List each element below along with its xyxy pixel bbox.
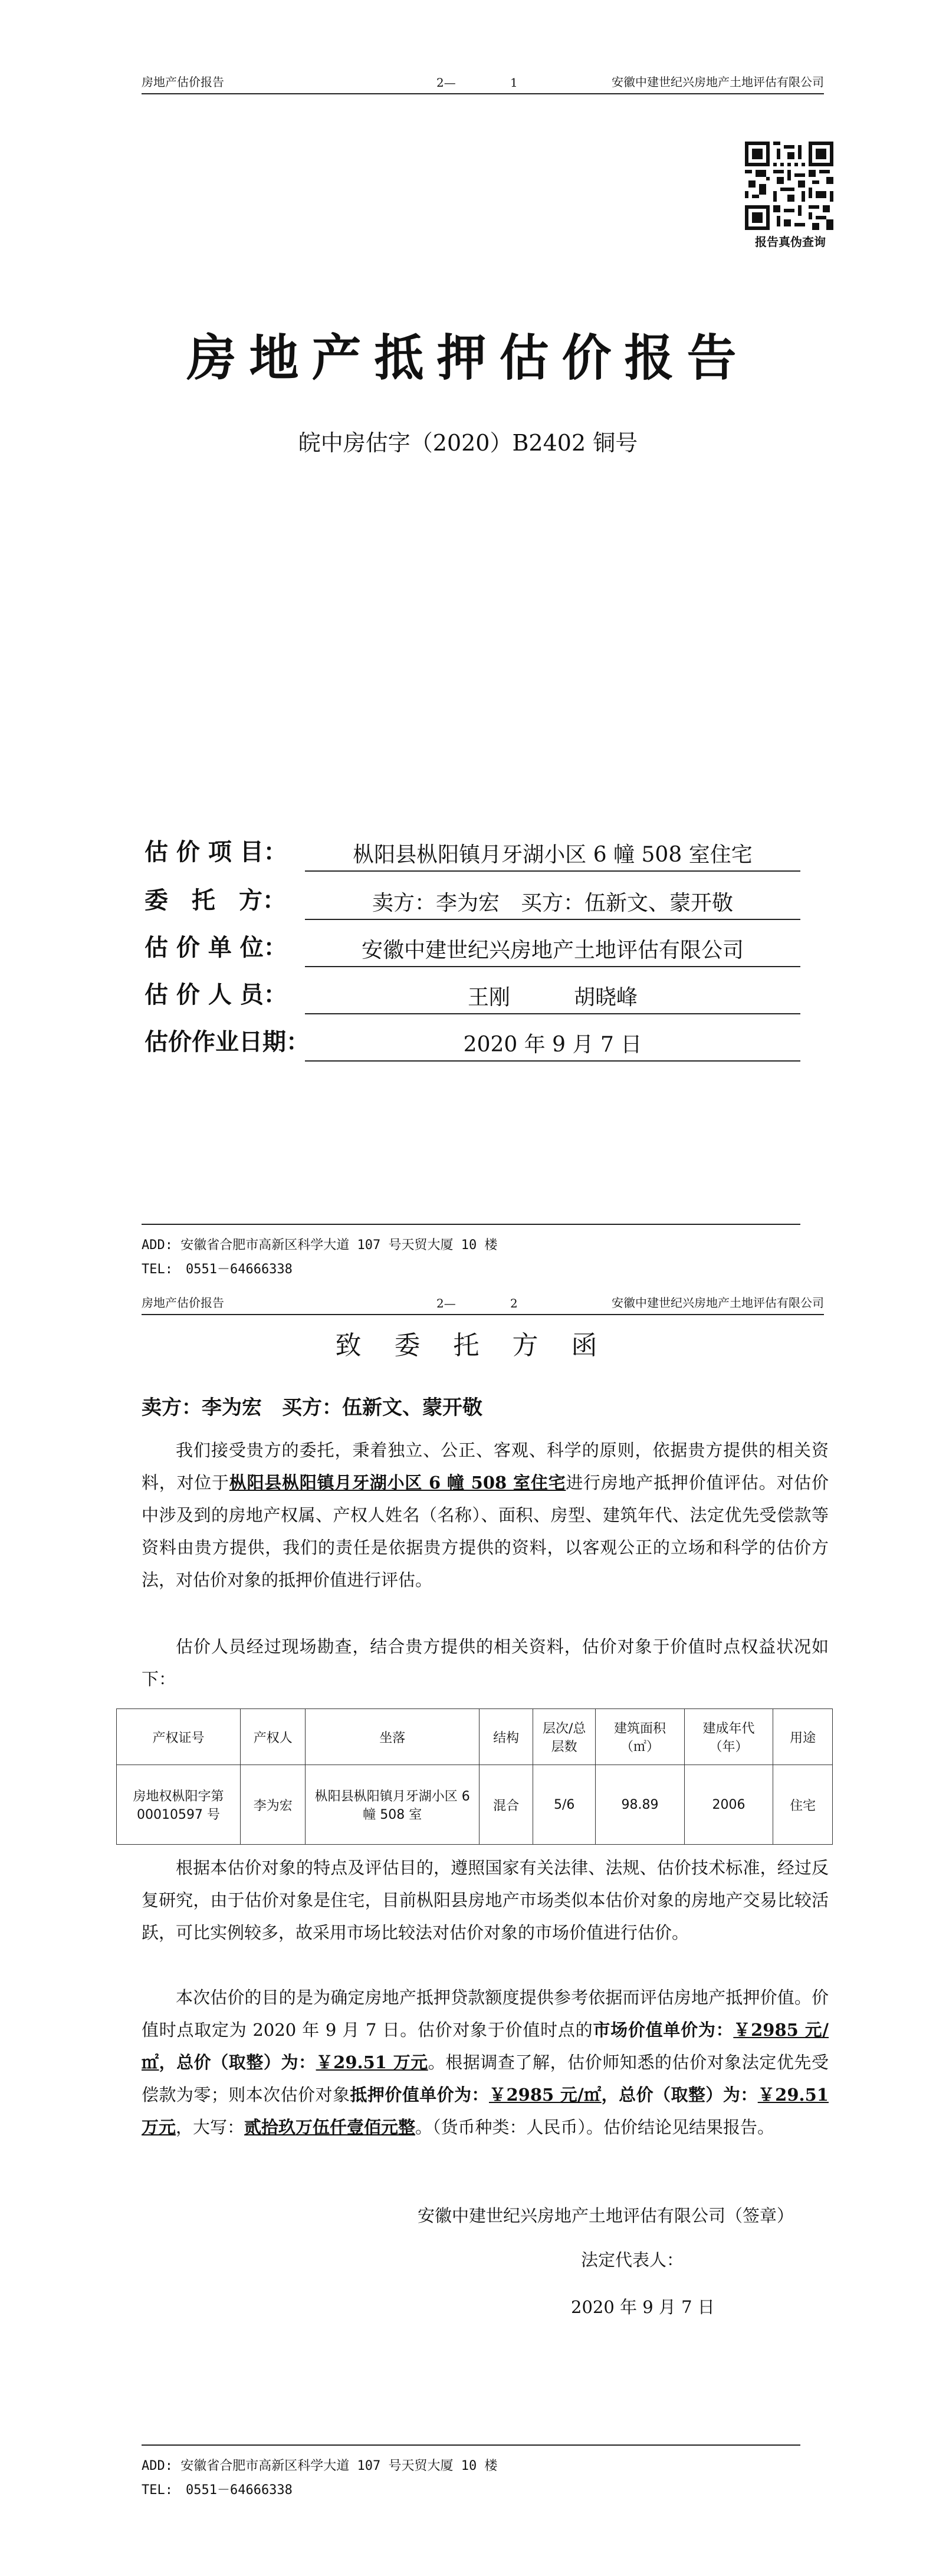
table-header-cell: 建成年代（年） bbox=[684, 1709, 773, 1765]
info-value: 安徽中建世纪兴房地产土地评估有限公司 bbox=[305, 935, 800, 967]
info-value: 枞阳县枞阳镇月牙湖小区 6 幢 508 室住宅 bbox=[305, 840, 800, 872]
letter-addressee: 卖方：李为宏 买方：伍新文、蒙开敬 bbox=[142, 1396, 482, 1420]
amount-in-words: 贰拾玖万伍仟壹佰元整 bbox=[244, 2117, 416, 2137]
footer-rule bbox=[142, 2444, 800, 2446]
text: 我们接受贵方的委托，秉着独立、公正、客观、科学的原则，依据贵方提供的相关资料，对位于 bbox=[142, 1440, 829, 1493]
table-header-cell: 结构 bbox=[480, 1709, 533, 1765]
header-page-num: 1 bbox=[510, 75, 518, 90]
market-total-label: ，总价（取整）为： bbox=[159, 2052, 316, 2072]
header-right: 安徽中建世纪兴房地产土地评估有限公司 bbox=[612, 1296, 824, 1310]
table-header-cell: 层次/总层数 bbox=[533, 1709, 596, 1765]
info-label: 委 托 方： bbox=[144, 887, 286, 914]
table-cell: 住宅 bbox=[773, 1765, 833, 1845]
info-label: 估 价 单 位： bbox=[144, 934, 287, 961]
footer-phone: TEL: 0551－64666338 bbox=[142, 1262, 293, 1277]
mortgage-unit-price-label: 抵押价值单价为： bbox=[350, 2085, 490, 2105]
table-cell: 混合 bbox=[480, 1765, 533, 1845]
info-label: 估价作业日期： bbox=[144, 1029, 310, 1056]
market-unit-price-label: 市场价值单价为： bbox=[593, 2020, 734, 2040]
table-cell: 98.89 bbox=[596, 1765, 685, 1845]
letter-paragraph-1 bbox=[142, 1434, 829, 1596]
text: 本次估价的目的是为确定房地产抵押贷款额度提供参考依据而评估房地产抵押价值。价值时点取定为 2020 年 9 月 7 日。估价对象于价值时点的 bbox=[142, 1987, 829, 2040]
letter-paragraph-3: 根据本估价对象的特点及评估目的，遵照国家有关法律、法规、估价技术标准，经过反复研究，由于估价对象是住宅，目前枞阳县房地产市场类似本估价对象的房地产交易比较活跃，可比实例较多，故采用市场比较法对估价对象的市场价值进行估价。 bbox=[142, 1858, 829, 1943]
footer-address: ADD: 安徽省合肥市高新区科学大道 107 号天贸大厦 10 楼 bbox=[142, 1238, 498, 1253]
table-cell: 枞阳县枞阳镇月牙湖小区 6 幢 508 室 bbox=[306, 1765, 480, 1845]
signature-company: 安徽中建世纪兴房地产土地评估有限公司（签章） bbox=[418, 2206, 794, 2226]
table-cell: 2006 bbox=[684, 1765, 773, 1845]
property-address: 枞阳县枞阳镇月牙湖小区 6 幢 508 室住宅 bbox=[229, 1473, 566, 1493]
table-header-cell: 坐落 bbox=[306, 1709, 480, 1765]
page2-header bbox=[142, 1292, 824, 1315]
info-label: 估 价 项 目： bbox=[144, 839, 287, 866]
table-header-cell: 产权证号 bbox=[117, 1709, 241, 1765]
qr-code-icon bbox=[745, 142, 833, 230]
mortgage-unit-price: ￥2985 元/㎡ bbox=[489, 2085, 602, 2105]
info-value: 王刚 胡晓峰 bbox=[305, 983, 800, 1014]
text: 进行房地产抵押价值评估。对估价中涉及到的房地产权属、产权人姓名（名称）、面积、房型、建筑年代、法定优先受偿款等资料由贵方提供，我们的责任是依据贵方提供的资料，以客观公正的立场和科学的估价方法，对估价对象的抵押价值进行评估。 bbox=[142, 1473, 829, 1590]
footer-rule bbox=[142, 1224, 800, 1225]
header-left: 房地产估价报告 bbox=[142, 1296, 224, 1310]
signature-legal-rep: 法定代表人： bbox=[581, 2250, 684, 2270]
letter-paragraph-2: 估价人员经过现场勘查，结合贵方提供的相关资料，估价对象于价值时点权益状况如下： bbox=[142, 1637, 829, 1689]
info-value: 卖方：李为宏 买方：伍新文、蒙开敬 bbox=[305, 888, 800, 920]
page1-header bbox=[142, 71, 824, 94]
table-header-cell: 用途 bbox=[773, 1709, 833, 1765]
table-row bbox=[117, 1765, 833, 1845]
info-value: 2020 年 9 月 7 日 bbox=[305, 1030, 800, 1062]
header-page-num: 2 bbox=[510, 1296, 518, 1310]
table-cell: 5/6 bbox=[533, 1765, 596, 1845]
report-title: 房地产抵押估价报告 bbox=[186, 328, 750, 387]
report-number: 皖中房估字（2020）B2402 铜号 bbox=[298, 430, 638, 456]
header-center: 2— bbox=[436, 1296, 456, 1310]
letter-title: 致 委 托 方 函 bbox=[335, 1330, 601, 1361]
letter-paragraph-4 bbox=[142, 1982, 829, 2144]
mortgage-total-price: ￥29.51 万元 bbox=[142, 2085, 829, 2137]
info-label: 估 价 人 员： bbox=[144, 981, 287, 1008]
table-header-cell: 产权人 bbox=[241, 1709, 306, 1765]
qr-caption: 报告真伪查询 bbox=[755, 235, 826, 249]
text: ，大写： bbox=[176, 2117, 245, 2137]
text: 。（货币种类：人民币）。估价结论见结果报告。 bbox=[415, 2117, 775, 2137]
header-left: 房地产估价报告 bbox=[142, 75, 224, 89]
property-rights-table bbox=[116, 1708, 833, 1845]
footer-phone: TEL: 0551－64666338 bbox=[142, 2483, 293, 2498]
text: 。根据调查了解，估价师知悉的估价对象法定优先受偿款为零；则本次估价对象 bbox=[142, 2052, 829, 2105]
header-center: 2— bbox=[436, 75, 456, 90]
market-total-price: ￥29.51 万元 bbox=[316, 2052, 428, 2072]
table-cell: 房地权枞阳字第 00010597 号 bbox=[117, 1765, 241, 1845]
header-right: 安徽中建世纪兴房地产土地评估有限公司 bbox=[612, 75, 824, 89]
table-header-cell: 建筑面积（㎡） bbox=[596, 1709, 685, 1765]
table-cell: 李为宏 bbox=[241, 1765, 306, 1845]
table-header-row bbox=[117, 1709, 833, 1765]
market-unit-price: ￥2985 元/㎡ bbox=[142, 2020, 829, 2072]
signature-date: 2020 年 9 月 7 日 bbox=[571, 2297, 715, 2317]
footer-address: ADD: 安徽省合肥市高新区科学大道 107 号天贸大厦 10 楼 bbox=[142, 2459, 498, 2473]
mortgage-total-label: ，总价（取整）为： bbox=[601, 2085, 758, 2105]
